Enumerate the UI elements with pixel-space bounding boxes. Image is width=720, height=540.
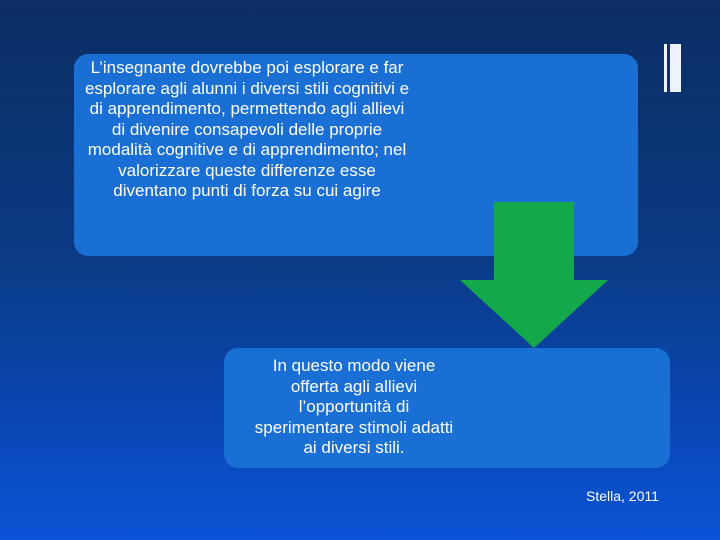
- corner-bars-icon: [664, 44, 682, 92]
- corner-bar-thin: [664, 44, 667, 92]
- citation: Stella, 2011: [586, 488, 659, 504]
- down-arrow-shape: [460, 202, 608, 348]
- corner-bar-thick: [670, 44, 681, 92]
- down-arrow-icon: [458, 202, 610, 350]
- bottom-paragraph: In questo modo viene offerta agli allievi l’opportunità di sperimentare stimoli adatti ai diversi stili.: [254, 356, 454, 457]
- top-paragraph: L’insegnante dovrebbe poi esplorare e far esplorare agli alunni i diversi stili cognitivi e di apprendimento, permettendo agli allievi di divenire consapevoli delle proprie modalità cognitive e di apprendimento; nel valorizzare queste differenze esse diventano punti di forza su cui agire: [84, 58, 410, 200]
